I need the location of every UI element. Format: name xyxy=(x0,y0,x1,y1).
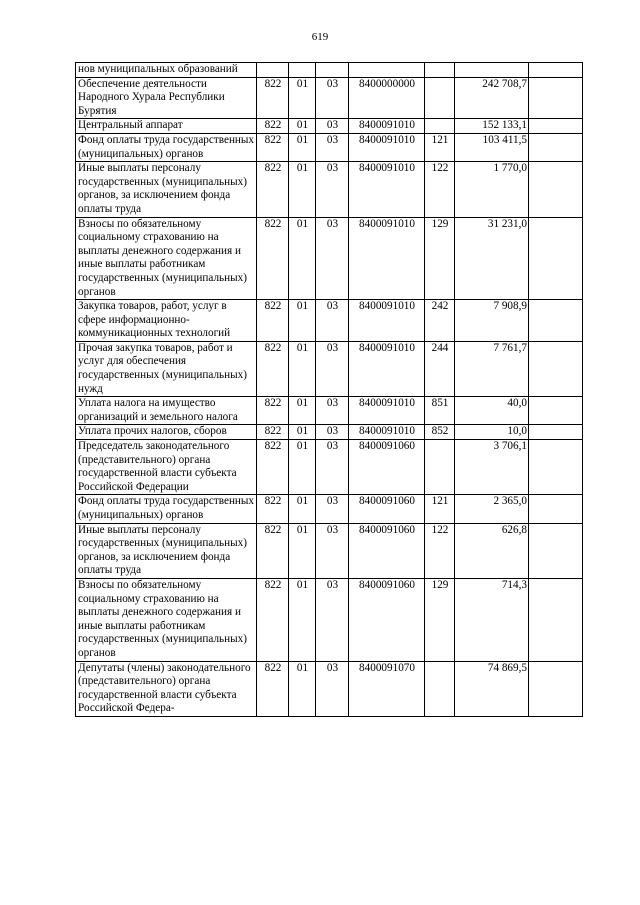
budget-table xyxy=(75,62,583,717)
cell-subsection-code: 03 xyxy=(316,523,349,578)
cell-name: Прочая закупка товаров, работ и услуг для обеспечения государственных (муниципальных) нужд xyxy=(76,341,257,396)
cell-target-article: 8400091010 xyxy=(349,425,425,440)
cell-target-article: 8400091010 xyxy=(349,300,425,342)
table-row xyxy=(76,300,583,342)
table-row xyxy=(76,440,583,495)
cell-name: Взносы по обязательному социальному страхованию на выплаты денежного содержания и иные выплаты работникам государственных (муниципальных) органов xyxy=(76,578,257,661)
cell-ministry-code: 822 xyxy=(257,133,289,161)
table-row xyxy=(76,578,583,661)
cell-subsection-code: 03 xyxy=(316,162,349,217)
cell-extra xyxy=(529,661,583,716)
cell-ministry-code: 822 xyxy=(257,397,289,425)
cell-subsection-code: 03 xyxy=(316,440,349,495)
cell-subsection-code: 03 xyxy=(316,425,349,440)
cell-subsection-code: 03 xyxy=(316,397,349,425)
cell-extra xyxy=(529,119,583,134)
cell-target-article: 8400091070 xyxy=(349,661,425,716)
cell-section-code: 01 xyxy=(289,397,316,425)
cell-ministry-code: 822 xyxy=(257,77,289,119)
cell-ministry-code: 822 xyxy=(257,341,289,396)
cell-section-code: 01 xyxy=(289,162,316,217)
cell-ministry-code: 822 xyxy=(257,217,289,300)
cell-name: Иные выплаты персоналу государственных (муниципальных) органов, за исключением фонда оплаты труда xyxy=(76,162,257,217)
cell-section-code: 01 xyxy=(289,133,316,161)
table-row xyxy=(76,523,583,578)
cell-subsection-code: 03 xyxy=(316,578,349,661)
table-body xyxy=(76,63,583,717)
cell-target-article: 8400091010 xyxy=(349,119,425,134)
cell-name: Депутаты (члены) законодательного (представительного) органа государственной власти субъекта Российской Федера- xyxy=(76,661,257,716)
table-row xyxy=(76,341,583,396)
cell-extra xyxy=(529,133,583,161)
cell-expense-type: 122 xyxy=(425,523,455,578)
page-number: 619 xyxy=(311,31,329,43)
cell-expense-type: 121 xyxy=(425,133,455,161)
table-row xyxy=(76,425,583,440)
cell-amount: 103 411,5 xyxy=(455,133,529,161)
cell-target-article: 8400091010 xyxy=(349,133,425,161)
cell-section-code: 01 xyxy=(289,341,316,396)
cell-expense-type xyxy=(425,440,455,495)
cell-ministry-code: 822 xyxy=(257,162,289,217)
cell-ministry-code: 822 xyxy=(257,440,289,495)
cell-section-code: 01 xyxy=(289,77,316,119)
cell-amount: 714,3 xyxy=(455,578,529,661)
cell-ministry-code: 822 xyxy=(257,119,289,134)
cell-target-article: 8400091060 xyxy=(349,495,425,523)
cell-subsection-code: 03 xyxy=(316,341,349,396)
cell-extra xyxy=(529,162,583,217)
cell-amount: 40,0 xyxy=(455,397,529,425)
cell-subsection-code: 03 xyxy=(316,661,349,716)
cell-amount: 10,0 xyxy=(455,425,529,440)
cell-expense-type xyxy=(425,77,455,119)
cell-name: Фонд оплаты труда государственных (муниципальных) органов xyxy=(76,133,257,161)
cell-extra xyxy=(529,578,583,661)
cell-extra xyxy=(529,341,583,396)
cell-expense-type: 244 xyxy=(425,341,455,396)
cell-subsection-code: 03 xyxy=(316,133,349,161)
table-row xyxy=(76,77,583,119)
cell-amount: 31 231,0 xyxy=(455,217,529,300)
cell-ministry-code xyxy=(257,63,289,78)
cell-target-article: 8400091010 xyxy=(349,341,425,396)
cell-section-code: 01 xyxy=(289,300,316,342)
cell-expense-type: 242 xyxy=(425,300,455,342)
cell-name: Председатель законодательного (представительного) органа государственной власти субъекта Российской Федерации xyxy=(76,440,257,495)
cell-amount: 2 365,0 xyxy=(455,495,529,523)
table-row xyxy=(76,661,583,716)
cell-target-article: 8400091010 xyxy=(349,162,425,217)
cell-extra xyxy=(529,495,583,523)
cell-name: Обеспечение деятельности Народного Хурала Республики Бурятия xyxy=(76,77,257,119)
cell-section-code: 01 xyxy=(289,661,316,716)
cell-amount xyxy=(455,63,529,78)
cell-target-article xyxy=(349,63,425,78)
cell-name: Уплата прочих налогов, сборов xyxy=(76,425,257,440)
cell-section-code: 01 xyxy=(289,425,316,440)
cell-section-code: 01 xyxy=(289,440,316,495)
cell-section-code: 01 xyxy=(289,217,316,300)
cell-expense-type xyxy=(425,63,455,78)
cell-target-article: 8400091010 xyxy=(349,397,425,425)
cell-section-code: 01 xyxy=(289,119,316,134)
cell-expense-type: 129 xyxy=(425,578,455,661)
cell-expense-type: 121 xyxy=(425,495,455,523)
cell-extra xyxy=(529,397,583,425)
table-row xyxy=(76,162,583,217)
cell-extra xyxy=(529,440,583,495)
cell-ministry-code: 822 xyxy=(257,300,289,342)
cell-extra xyxy=(529,425,583,440)
cell-target-article: 8400091010 xyxy=(349,217,425,300)
cell-amount: 3 706,1 xyxy=(455,440,529,495)
cell-section-code: 01 xyxy=(289,495,316,523)
cell-amount: 1 770,0 xyxy=(455,162,529,217)
table-row xyxy=(76,397,583,425)
cell-section-code: 01 xyxy=(289,578,316,661)
cell-subsection-code: 03 xyxy=(316,119,349,134)
cell-amount: 7 908,9 xyxy=(455,300,529,342)
cell-name: Фонд оплаты труда государственных (муниципальных) органов xyxy=(76,495,257,523)
cell-ministry-code: 822 xyxy=(257,495,289,523)
cell-expense-type xyxy=(425,661,455,716)
cell-extra xyxy=(529,77,583,119)
cell-expense-type: 122 xyxy=(425,162,455,217)
cell-section-code: 01 xyxy=(289,523,316,578)
cell-name: Уплата налога на имущество организаций и земельного налога xyxy=(76,397,257,425)
table-row xyxy=(76,133,583,161)
table-row xyxy=(76,495,583,523)
cell-extra xyxy=(529,523,583,578)
cell-ministry-code: 822 xyxy=(257,661,289,716)
cell-amount: 152 133,1 xyxy=(455,119,529,134)
cell-expense-type: 851 xyxy=(425,397,455,425)
cell-subsection-code: 03 xyxy=(316,217,349,300)
cell-subsection-code: 03 xyxy=(316,300,349,342)
cell-name: Иные выплаты персоналу государственных (муниципальных) органов, за исключением фонда оплаты труда xyxy=(76,523,257,578)
table-row xyxy=(76,63,583,78)
cell-target-article: 8400091060 xyxy=(349,578,425,661)
cell-ministry-code: 822 xyxy=(257,523,289,578)
cell-ministry-code: 822 xyxy=(257,425,289,440)
cell-section-code xyxy=(289,63,316,78)
cell-extra xyxy=(529,217,583,300)
cell-amount: 7 761,7 xyxy=(455,341,529,396)
cell-extra xyxy=(529,63,583,78)
cell-expense-type xyxy=(425,119,455,134)
cell-amount: 242 708,7 xyxy=(455,77,529,119)
cell-extra xyxy=(529,300,583,342)
cell-expense-type: 852 xyxy=(425,425,455,440)
cell-name: Взносы по обязательному социальному страхованию на выплаты денежного содержания и иные выплаты работникам государственных (муниципальных) органов xyxy=(76,217,257,300)
cell-target-article: 8400091060 xyxy=(349,523,425,578)
cell-name: Закупка товаров, работ, услуг в сфере информационно-коммуникационных технологий xyxy=(76,300,257,342)
cell-subsection-code: 03 xyxy=(316,495,349,523)
cell-amount: 626,8 xyxy=(455,523,529,578)
cell-expense-type: 129 xyxy=(425,217,455,300)
table-row xyxy=(76,217,583,300)
cell-target-article: 8400000000 xyxy=(349,77,425,119)
cell-subsection-code xyxy=(316,63,349,78)
cell-target-article: 8400091060 xyxy=(349,440,425,495)
table-row xyxy=(76,119,583,134)
cell-name: Центральный аппарат xyxy=(76,119,257,134)
cell-amount: 74 869,5 xyxy=(455,661,529,716)
cell-subsection-code: 03 xyxy=(316,77,349,119)
cell-name: нов муниципальных образований xyxy=(76,63,257,78)
cell-ministry-code: 822 xyxy=(257,578,289,661)
